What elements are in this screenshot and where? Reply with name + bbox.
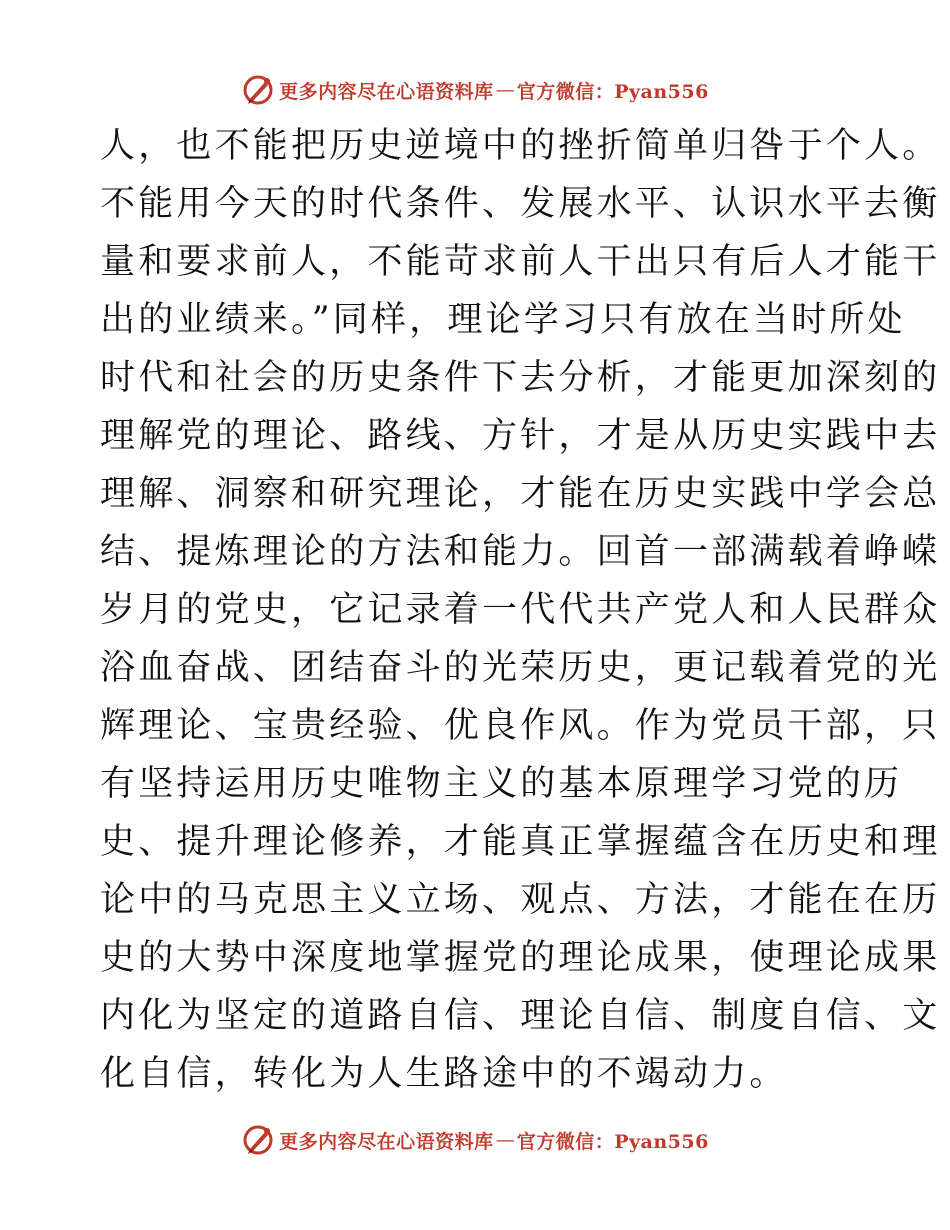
banner-account: 官方微信：Pyan556 [516,1130,709,1153]
text-line: 不能用今天的时代条件、发展水平、认识水平去衡 [100,184,941,224]
header-banner [0,70,950,110]
text-line: 岁月的党史，它记录着一代代共产党人和人民群众 [100,590,941,630]
banner-text: 更多内容尽在心语资料库 [279,80,494,103]
text-line: 史、提升理论修养，才能真正掌握蕴含在历史和理 [100,822,941,862]
pen-logo-icon [241,73,275,107]
text-line: 时代和社会的历史条件下去分析，才能更加深刻的 [100,358,941,398]
text-line: 结、提炼理论的方法和能力。回首一部满载着峥嵘 [100,532,941,572]
banner-account: 官方微信：Pyan556 [516,80,709,103]
pen-logo-icon [241,1123,275,1157]
text-line: 理解、洞察和研究理论，才能在历史实践中学会总 [100,474,941,514]
text-line: 量和要求前人，不能苛求前人干出只有后人才能干 [100,242,941,282]
banner-text: 更多内容尽在心语资料库 [279,1130,494,1153]
banner-separator: — [495,79,515,101]
text-line: 人，也不能把历史逆境中的挫折简单归咎于个人。 [100,126,941,166]
footer-banner [0,1120,950,1160]
text-line: 浴血奋战、团结奋斗的光荣历史，更记载着党的光 [100,648,941,688]
text-line: 出的业绩来。”同样，理论学习只有放在当时所处 [100,300,906,340]
text-line: 论中的马克思主义立场、观点、方法，才能在在历 [100,880,941,920]
text-line: 有坚持运用历史唯物主义的基本原理学习党的历 [100,764,903,804]
document-body [100,117,941,1103]
text-line: 化自信，转化为人生路途中的不竭动力。 [100,1054,788,1094]
banner-separator: — [495,1129,515,1151]
text-line: 辉理论、宝贵经验、优良作风。作为党员干部，只 [100,706,941,746]
text-line: 内化为坚定的道路自信、理论自信、制度自信、文 [100,996,941,1036]
text-line: 史的大势中深度地掌握党的理论成果，使理论成果 [100,938,941,978]
text-line: 理解党的理论、路线、方针，才是从历史实践中去 [100,416,941,456]
